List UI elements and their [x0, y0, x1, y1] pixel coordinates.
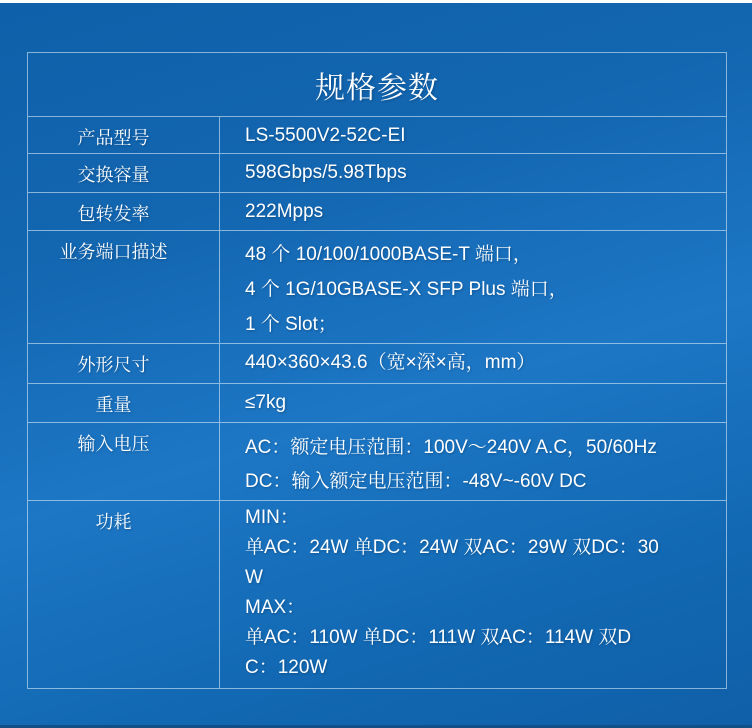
spec-value-line: DC：输入额定电压范围：-48V~-60V DC	[245, 471, 587, 492]
spec-value-line: ≤7kg	[245, 392, 287, 413]
spec-label: 外形尺寸	[28, 344, 220, 383]
spec-value-line: AC：额定电压范围：100V～240V A.C，50/60Hz	[245, 437, 657, 458]
spec-value	[220, 117, 726, 153]
spec-row	[28, 422, 726, 500]
spec-value-line: 单AC：110W 单DC：111W 双AC：114W 双D	[245, 627, 632, 648]
top-white-strip	[0, 0, 752, 3]
spec-row	[28, 116, 726, 153]
spec-row	[28, 153, 726, 192]
spec-row	[28, 500, 726, 688]
spec-label: 功耗	[28, 501, 220, 688]
spec-value-line: 440×360×43.6（宽×深×高，mm）	[245, 352, 536, 373]
spec-value-line: C：120W	[245, 657, 328, 678]
spec-row	[28, 230, 726, 343]
spec-value-line: 1 个 Slot；	[245, 314, 337, 335]
spec-row	[28, 192, 726, 230]
spec-row	[28, 383, 726, 422]
spec-value-line: 598Gbps/5.98Tbps	[245, 162, 407, 183]
spec-value-line: LS-5500V2-52C-EI	[245, 125, 406, 146]
table-title: 规格参数	[315, 71, 439, 105]
spec-label: 交换容量	[28, 154, 220, 192]
spec-rows-container	[28, 116, 726, 688]
spec-value	[220, 384, 726, 422]
spec-value-line: 单AC：24W 单DC：24W 双AC：29W 双DC：30	[245, 537, 659, 558]
spec-value-line: MIN：	[245, 507, 299, 528]
spec-label: 业务端口描述	[28, 231, 220, 343]
spec-value	[220, 423, 726, 500]
spec-row	[28, 343, 726, 383]
spec-value-line: 4 个 1G/10GBASE-X SFP Plus 端口，	[245, 279, 568, 300]
spec-value	[220, 193, 726, 230]
spec-value	[220, 231, 726, 343]
spec-value-line: W	[245, 567, 263, 588]
spec-label: 输入电压	[28, 423, 220, 500]
spec-table	[27, 52, 727, 689]
spec-value-line: MAX：	[245, 597, 306, 618]
spec-label: 包转发率	[28, 193, 220, 230]
spec-value-line: 48 个 10/100/1000BASE-T 端口，	[245, 244, 532, 265]
spec-value-line: 222Mpps	[245, 201, 324, 222]
spec-value	[220, 501, 726, 688]
spec-value	[220, 154, 726, 192]
spec-value	[220, 344, 726, 383]
spec-label: 重量	[28, 384, 220, 422]
spec-label: 产品型号	[28, 117, 220, 153]
table-title-row	[28, 53, 726, 116]
